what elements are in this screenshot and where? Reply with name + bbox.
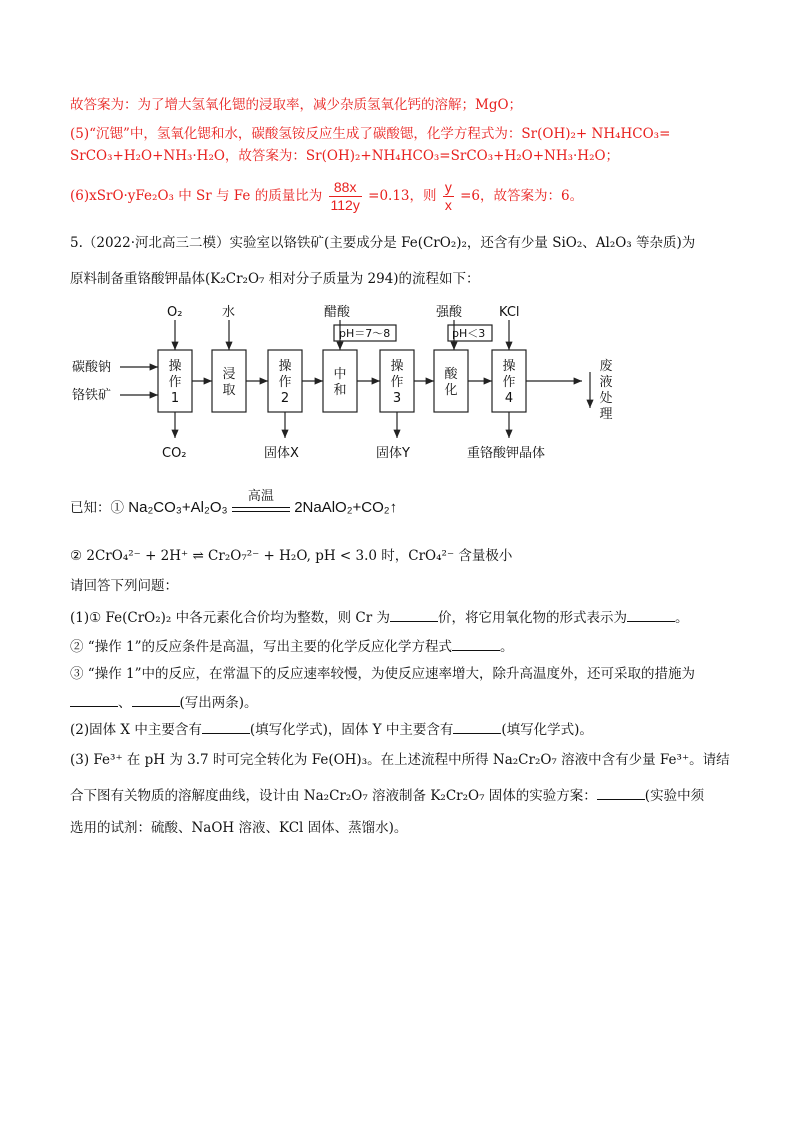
question-1a [70, 607, 689, 627]
please-answer: 请回答下列问题： [70, 578, 178, 594]
question-intro-line1: 5.（2022·河北高三二模）实验室以铬铁矿(主要成分是 Fe(CrO₂)₂，还含有少量 SiO₂、Al₂O₃ 等杂质)为 [70, 235, 696, 251]
q2-prefix: (2)固体 X 中主要含有 [70, 722, 202, 738]
fraction-y-over-x [443, 179, 454, 214]
box-label-char: 化 [444, 383, 458, 398]
box-label-char: 作 [502, 375, 516, 390]
box-label-char: 作 [168, 375, 182, 390]
box-label-char: 2 [280, 391, 290, 406]
q2-mid: (填写化学式)，固体 Y 中主要含有 [249, 722, 454, 738]
box-label-char: 作 [278, 375, 292, 390]
box-label-char: 取 [222, 383, 236, 398]
question-1c-line1: ③ “操作 1”中的反应，在常温下的反应速率较慢，为使反应速率增大，除升高温度外，还可采取的措施为 [70, 666, 695, 682]
known-reaction-1 [70, 488, 398, 520]
answer-6 [70, 176, 583, 216]
question-2 [70, 719, 593, 739]
output-co2: CO₂ [162, 446, 187, 461]
question-intro-line2: 原料制备重铬酸钾晶体(K₂Cr₂O₇ 相对分子质量为 294)的流程如下： [70, 271, 480, 287]
box-label-char: 3 [392, 391, 402, 406]
output-solid-x: 固体X [264, 446, 299, 461]
box-label-char: 4 [504, 391, 514, 406]
box-label-char: 浸 [222, 367, 236, 382]
input-strong-acid: 强酸 [436, 305, 463, 320]
q1c-separator: 、 [118, 695, 132, 711]
box-label-char: 1 [170, 391, 180, 406]
waste-treatment-label [599, 359, 612, 422]
box-label-char: 酸 [444, 367, 458, 382]
answer-blank-measure-2[interactable] [132, 692, 180, 707]
process-flowchart [72, 300, 632, 470]
question-3-line3: 选用的试剂：硫酸、NaOH 溶液、KCl 固体、蒸馏水)。 [70, 820, 408, 836]
q3-line2-end: (实验中须 [644, 788, 705, 804]
fraction-mass-ratio [329, 179, 362, 214]
q2-end: (填写化学式)。 [501, 722, 593, 738]
question-1b [70, 636, 513, 656]
input-water: 水 [222, 305, 236, 320]
question-3-line1: (3) Fe³⁺ 在 pH 为 3.7 时可完全转化为 Fe(OH)₃。在上述流程中所得 Na₂Cr₂O₇ 溶液中含有少量 Fe³⁺。请结 [70, 752, 730, 768]
fraction-denominator: x [444, 197, 452, 213]
reaction-condition: 高温 [247, 488, 274, 504]
q1a-end: 。 [675, 610, 689, 626]
q3-line2-prefix: 合下图有关物质的溶解度曲线，设计由 Na₂Cr₂O₇ 溶液制备 K₂Cr₂O₇ 固体的实验方案： [70, 788, 597, 804]
q1a-prefix: (1)① Fe(CrO₂)₂ 中各元素化合价均为整数，则 Cr 为 [70, 610, 390, 626]
box-label-char: 操 [168, 359, 182, 374]
condition-ph-7-8: pH＝7～8 [339, 327, 391, 340]
answer-5-line2: SrCO₃+H₂O+NH₃·H₂O，故答案为：Sr(OH)₂+NH₄HCO₃=SrCO₃+H₂O+NH₃·H₂O； [70, 148, 620, 164]
answer-4: 故答案为：为了增大氢氧化锶的浸取率，减少杂质氢氧化钙的溶解；MgO； [70, 97, 523, 113]
answer-blank-solid-x[interactable] [202, 719, 250, 734]
left-input-chromite: 铬铁矿 [72, 388, 112, 403]
reaction-equal-sign [232, 488, 290, 519]
fraction-numerator: y [444, 179, 452, 195]
answer-blank-oxide-form[interactable] [627, 607, 675, 622]
waste-label-char: 理 [599, 407, 613, 422]
waste-label-char: 处 [599, 391, 613, 406]
question-3-line2 [70, 785, 704, 805]
left-input-sodium-carbonate: 碳酸钠 [72, 360, 112, 375]
known-prefix: 已知：① [70, 500, 124, 516]
box-label-char: 操 [390, 359, 404, 374]
condition-ph-lt-3: pH＜3 [452, 327, 486, 340]
q1b-text: ② “操作 1”的反应条件是高温，写出主要的化学反应化学方程式 [70, 639, 452, 655]
answer-blank-measure-1[interactable] [70, 692, 118, 707]
output-solid-y: 固体Y [376, 446, 410, 461]
q1b-end: 。 [499, 639, 514, 655]
answer-blank-solid-y[interactable] [453, 719, 501, 734]
fraction-numerator: 88x [329, 179, 362, 197]
answer-blank-equation[interactable] [452, 636, 500, 651]
question-1c-line2 [70, 692, 258, 712]
known-reaction-2: ② 2CrO₄²⁻ + 2H⁺ ⇌ Cr₂O₇²⁻ + H₂O, pH < 3.0 时，CrO₄²⁻ 含量极小 [70, 548, 513, 564]
answer-blank-experiment-plan[interactable] [597, 785, 645, 800]
answer-6-prefix: (6)xSrO·yFe₂O₃ 中 Sr 与 Fe 的质量比为 [70, 188, 323, 204]
input-acetic-acid: 醋酸 [324, 305, 351, 320]
box-label-char: 操 [278, 359, 292, 374]
box-label-char: 中 [333, 367, 347, 382]
q1c-end: (写出两条)。 [179, 695, 258, 711]
waste-label-char: 液 [599, 375, 613, 390]
output-product: 重铬酸钾晶体 [467, 446, 546, 461]
answer-blank-cr-valence[interactable] [390, 607, 438, 622]
fraction-denominator: 112y [330, 197, 360, 213]
reaction-lhs: Na₂CO₃+Al₂O₃ [128, 499, 228, 516]
box-label-char: 和 [333, 383, 347, 398]
answer-6-suffix: =6，故答案为：6。 [460, 188, 584, 204]
reaction-rhs: 2NaAlO₂+CO₂↑ [294, 499, 398, 516]
input-o2: O₂ [167, 305, 183, 320]
box-label-char: 作 [390, 375, 404, 390]
box-label-char: 操 [502, 359, 516, 374]
q1a-mid: 价，将它用氧化物的形式表示为 [438, 610, 627, 626]
answer-6-mid: =0.13，则 [368, 188, 437, 204]
waste-label-char: 废 [599, 359, 613, 374]
input-kcl: KCl [499, 305, 520, 320]
answer-5-line1: (5)“沉锶”中，氢氧化锶和水，碳酸氢铵反应生成了碳酸锶，化学方程式为：Sr(OH)₂+ NH₄HCO₃= [70, 126, 671, 142]
